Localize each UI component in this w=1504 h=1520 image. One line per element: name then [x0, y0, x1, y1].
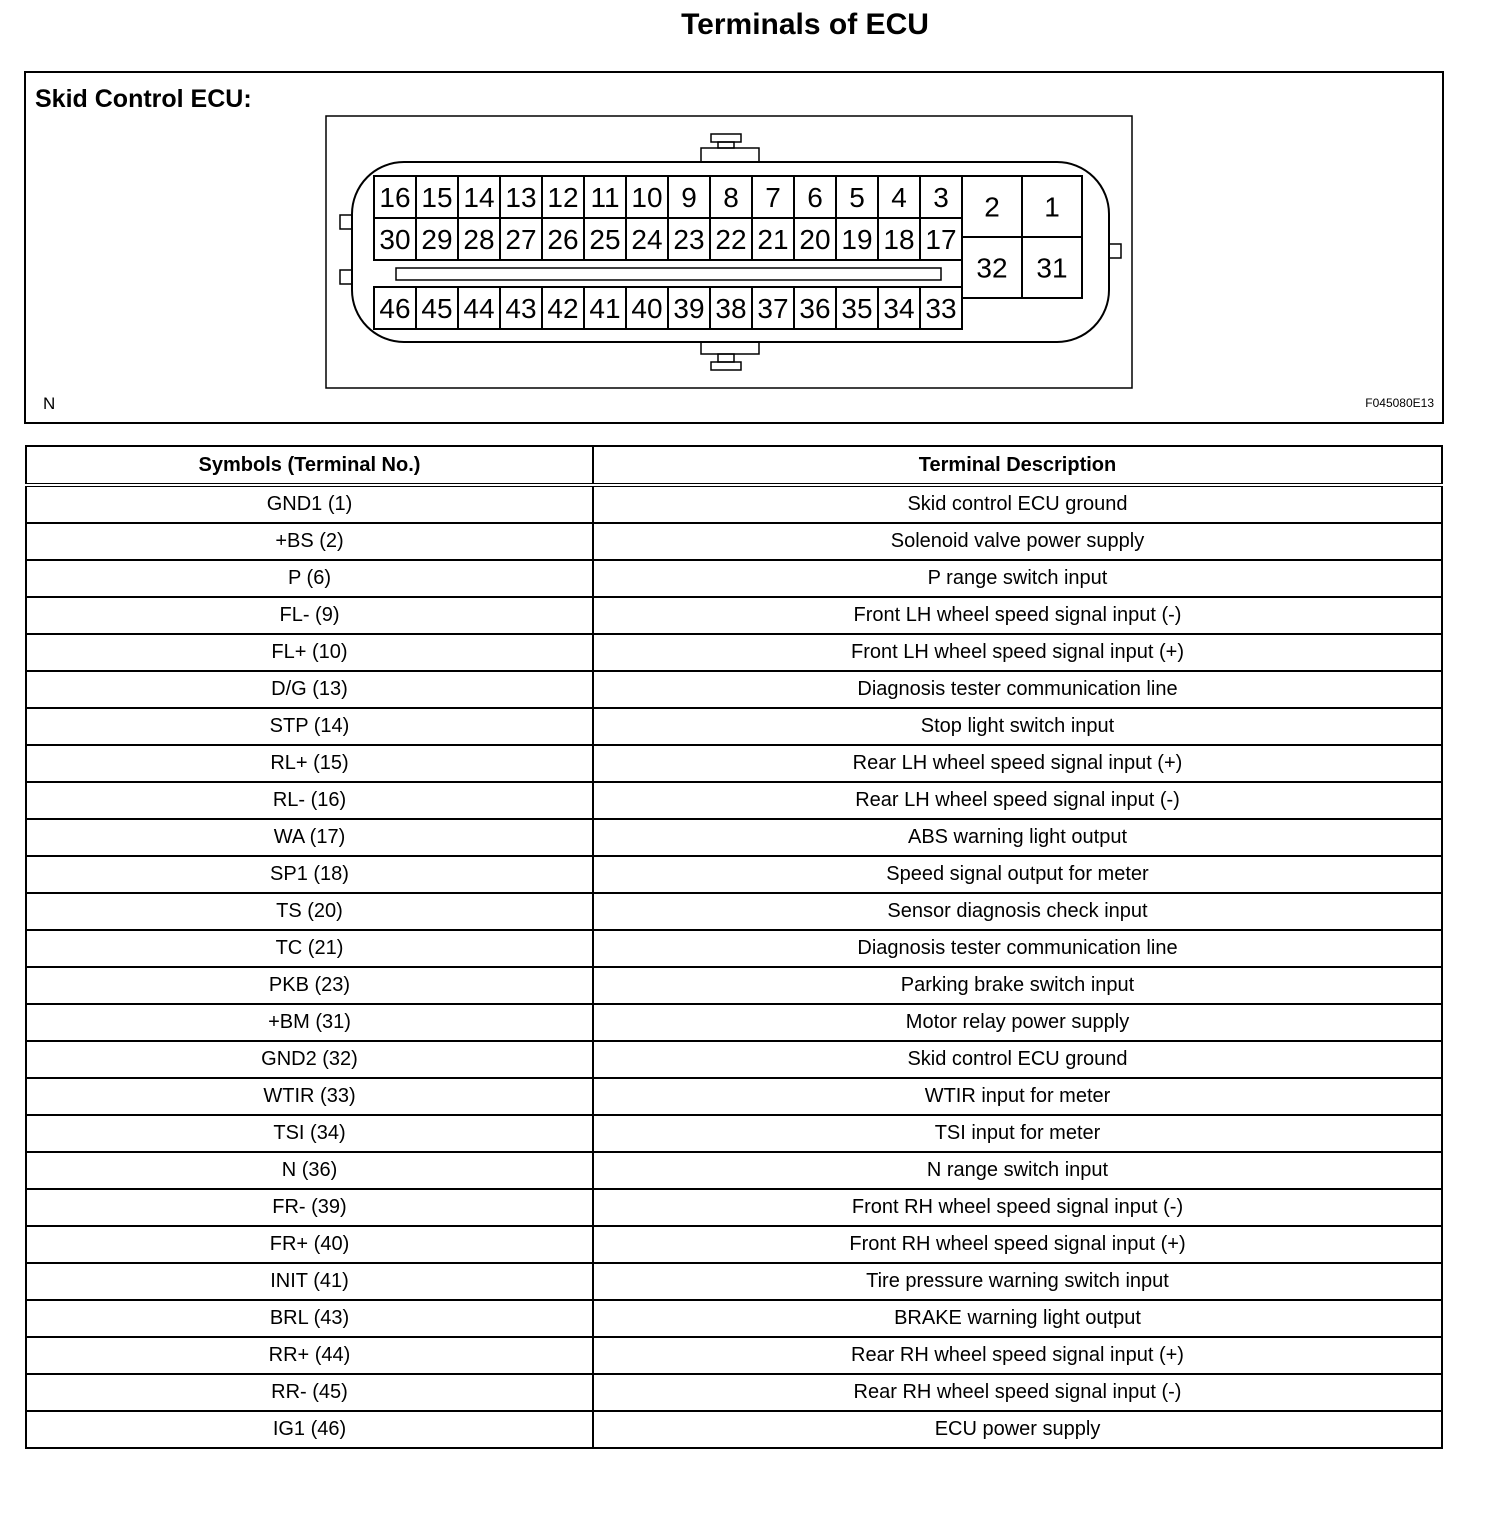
description-cell: Front LH wheel speed signal input (-)	[593, 597, 1442, 634]
symbol-cell: FL- (9)	[26, 597, 593, 634]
pin-number: 34	[883, 293, 915, 324]
description-cell: Motor relay power supply	[593, 1004, 1442, 1041]
pin-number: 14	[463, 182, 495, 213]
connector-figure	[24, 71, 1444, 424]
symbol-cell: +BM (31)	[26, 1004, 593, 1041]
pin-number: 24	[631, 224, 663, 255]
description-cell: P range switch input	[593, 560, 1442, 597]
pin-number: 27	[505, 224, 537, 255]
symbol-cell: +BS (2)	[26, 523, 593, 560]
table-row	[26, 1337, 1442, 1374]
description-cell: Front LH wheel speed signal input (+)	[593, 634, 1442, 671]
pin-number: 2	[984, 191, 1000, 223]
pin-number: 16	[379, 182, 411, 213]
table-row	[26, 856, 1442, 893]
pin-number: 32	[976, 252, 1008, 284]
pin-number: 41	[589, 293, 621, 324]
pin-number: 5	[849, 182, 865, 213]
terminal-table	[25, 445, 1443, 1449]
description-cell: Stop light switch input	[593, 708, 1442, 745]
symbol-cell: D/G (13)	[26, 671, 593, 708]
pin-number: 10	[631, 182, 663, 213]
pin-number: 30	[379, 224, 411, 255]
pin-number: 6	[807, 182, 823, 213]
table-row	[26, 1300, 1442, 1337]
pin-number: 3	[933, 182, 949, 213]
pin-number: 28	[463, 224, 495, 255]
table-row	[26, 930, 1442, 967]
table-header-row	[26, 446, 1442, 485]
symbol-cell: BRL (43)	[26, 1300, 593, 1337]
table-row	[26, 708, 1442, 745]
table-row	[26, 1374, 1442, 1411]
table-row	[26, 1041, 1442, 1078]
pin-number: 42	[547, 293, 579, 324]
symbol-cell: WTIR (33)	[26, 1078, 593, 1115]
symbol-cell: TS (20)	[26, 893, 593, 930]
description-cell: Tire pressure warning switch input	[593, 1263, 1442, 1300]
pin-number: 18	[883, 224, 915, 255]
description-cell: WTIR input for meter	[593, 1078, 1442, 1115]
pin-number: 25	[589, 224, 621, 255]
symbol-cell: WA (17)	[26, 819, 593, 856]
description-cell: Skid control ECU ground	[593, 485, 1442, 523]
pin-labels	[379, 182, 1067, 324]
table-row	[26, 1078, 1442, 1115]
pin-number: 45	[421, 293, 453, 324]
table-row	[26, 1152, 1442, 1189]
description-cell: ABS warning light output	[593, 819, 1442, 856]
table-row	[26, 967, 1442, 1004]
symbol-cell: FR- (39)	[26, 1189, 593, 1226]
pin-number: 23	[673, 224, 705, 255]
symbol-cell: N (36)	[26, 1152, 593, 1189]
table-row	[26, 560, 1442, 597]
pin-number: 38	[715, 293, 747, 324]
pin-number: 4	[891, 182, 907, 213]
description-cell: ECU power supply	[593, 1411, 1442, 1448]
description-cell: Speed signal output for meter	[593, 856, 1442, 893]
symbol-cell: RR- (45)	[26, 1374, 593, 1411]
description-cell: Rear LH wheel speed signal input (-)	[593, 782, 1442, 819]
table-row	[26, 485, 1442, 523]
table-row	[26, 1115, 1442, 1152]
header-description: Terminal Description	[593, 446, 1442, 485]
symbol-cell: FR+ (40)	[26, 1226, 593, 1263]
top-latch	[701, 134, 759, 162]
pin-number: 11	[590, 182, 620, 213]
pin-number: 17	[925, 224, 957, 255]
symbol-cell: RL+ (15)	[26, 745, 593, 782]
pin-number: 35	[841, 293, 873, 324]
table-row	[26, 1411, 1442, 1448]
pin-number: 33	[925, 293, 957, 324]
table-row	[26, 782, 1442, 819]
pin-number: 44	[463, 293, 495, 324]
table-row	[26, 893, 1442, 930]
pin-number: 36	[799, 293, 831, 324]
description-cell: TSI input for meter	[593, 1115, 1442, 1152]
pin-number: 21	[757, 224, 789, 255]
symbol-cell: IG1 (46)	[26, 1411, 593, 1448]
pin-number: 20	[799, 224, 831, 255]
pin-number: 13	[505, 182, 537, 213]
table-row	[26, 597, 1442, 634]
description-cell: Rear LH wheel speed signal input (+)	[593, 745, 1442, 782]
symbol-cell: SP1 (18)	[26, 856, 593, 893]
pin-number: 43	[505, 293, 537, 324]
symbol-cell: TSI (34)	[26, 1115, 593, 1152]
pin-number: 39	[673, 293, 705, 324]
pin-number: 22	[715, 224, 747, 255]
pin-number: 9	[681, 182, 697, 213]
pin-number: 15	[421, 182, 453, 213]
bottom-latch	[701, 342, 759, 370]
table-row	[26, 745, 1442, 782]
right-nub	[1109, 244, 1121, 258]
pin-number: 37	[757, 293, 789, 324]
symbol-cell: RR+ (44)	[26, 1337, 593, 1374]
connector-slot	[396, 268, 941, 280]
description-cell: Solenoid valve power supply	[593, 523, 1442, 560]
description-cell: Skid control ECU ground	[593, 1041, 1442, 1078]
figure-note: N	[43, 394, 56, 413]
table-row	[26, 819, 1442, 856]
pin-number: 19	[841, 224, 873, 255]
table-row	[26, 523, 1442, 560]
symbol-cell: GND2 (32)	[26, 1041, 593, 1078]
header-symbols: Symbols (Terminal No.)	[26, 446, 593, 485]
pin-number: 12	[547, 182, 579, 213]
pin-number: 31	[1036, 252, 1068, 284]
left-nub-upper	[340, 215, 352, 229]
description-cell: Front RH wheel speed signal input (-)	[593, 1189, 1442, 1226]
table-row	[26, 671, 1442, 708]
description-cell: Front RH wheel speed signal input (+)	[593, 1226, 1442, 1263]
figure-code: F045080E13	[1365, 396, 1434, 410]
symbol-cell: P (6)	[26, 560, 593, 597]
symbol-cell: TC (21)	[26, 930, 593, 967]
description-cell: Rear RH wheel speed signal input (+)	[593, 1337, 1442, 1374]
terminal-table-wrap	[25, 445, 1443, 1449]
symbol-cell: GND1 (1)	[26, 485, 593, 523]
table-row	[26, 1004, 1442, 1041]
description-cell: Diagnosis tester communication line	[593, 930, 1442, 967]
description-cell: BRAKE warning light output	[593, 1300, 1442, 1337]
left-nub-lower	[340, 270, 352, 284]
pin-number: 40	[631, 293, 663, 324]
description-cell: Diagnosis tester communication line	[593, 671, 1442, 708]
pin-number: 26	[547, 224, 579, 255]
pin-number: 7	[765, 182, 781, 213]
table-row	[26, 1263, 1442, 1300]
pin-number: 1	[1044, 191, 1060, 223]
description-cell: Sensor diagnosis check input	[593, 893, 1442, 930]
figure-heading: Skid Control ECU:	[35, 85, 252, 113]
description-cell: Parking brake switch input	[593, 967, 1442, 1004]
symbol-cell: PKB (23)	[26, 967, 593, 1004]
symbol-cell: INIT (41)	[26, 1263, 593, 1300]
table-row	[26, 1189, 1442, 1226]
pin-number: 29	[421, 224, 453, 255]
table-row	[26, 1226, 1442, 1263]
pin-number: 8	[723, 182, 739, 213]
pin-number: 46	[379, 293, 411, 324]
ecu-connector-diagram	[26, 73, 1446, 426]
symbol-cell: RL- (16)	[26, 782, 593, 819]
symbol-cell: STP (14)	[26, 708, 593, 745]
symbol-cell: FL+ (10)	[26, 634, 593, 671]
table-row	[26, 634, 1442, 671]
description-cell: N range switch input	[593, 1152, 1442, 1189]
page-title: Terminals of ECU	[681, 8, 929, 41]
description-cell: Rear RH wheel speed signal input (-)	[593, 1374, 1442, 1411]
table-body	[26, 485, 1442, 1448]
